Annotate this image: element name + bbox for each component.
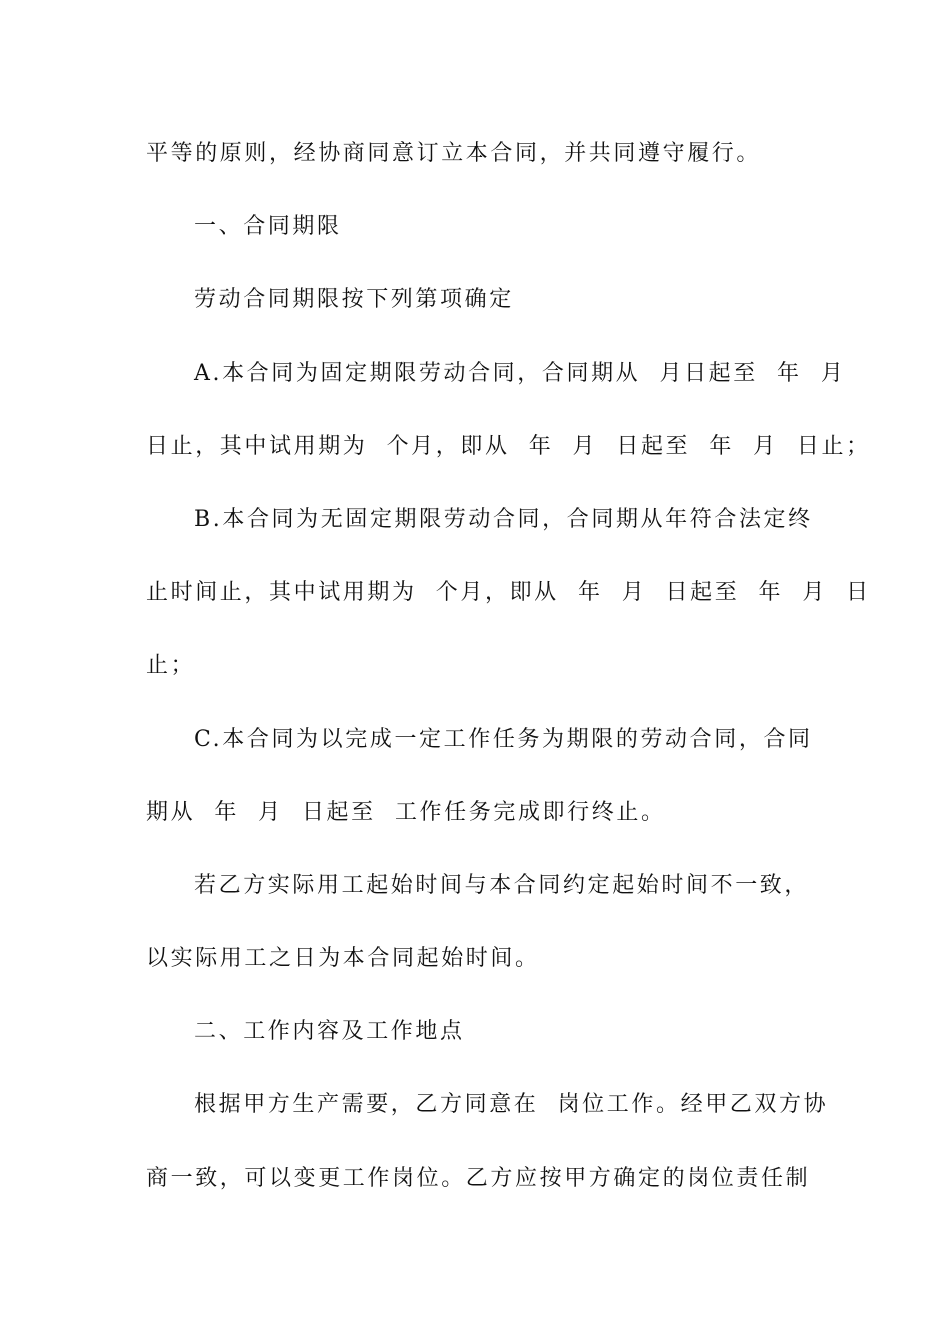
option-a-line: A.本合同为固定期限劳动合同，合同期从 月日起至 年 月 [194, 360, 846, 386]
paragraph-line: 以实际用工之日为本合同起始时间。 [146, 946, 540, 972]
paragraph-line: 平等的原则，经协商同意订立本合同，并共同遵守履行。 [146, 141, 762, 166]
option-b-continuation: 止； [146, 653, 196, 679]
paragraph-line: 商一致，可以变更工作岗位。乙方应按甲方确定的岗位责任制 [146, 1165, 811, 1191]
option-c-continuation: 期从 年 月 日起至 工作任务完成即行终止。 [146, 799, 666, 825]
option-c-line: C.本合同为以完成一定工作任务为期限的劳动合同，合同 [194, 726, 813, 752]
paragraph-line: 根据甲方生产需要，乙方同意在 岗位工作。经甲乙双方协 [194, 1092, 829, 1118]
section-heading-work: 二、工作内容及工作地点 [194, 1019, 465, 1045]
paragraph-line: 若乙方实际用工起始时间与本合同约定起始时间不一致， [194, 872, 810, 898]
paragraph-line: 劳动合同期限按下列第项确定 [194, 287, 514, 313]
option-a-continuation: 日止，其中试用期为 个月，即从 年 月 日起至 年 月 日止； [146, 433, 871, 459]
option-b-line: B.本合同为无固定期限劳动合同，合同期从年符合法定终 [194, 506, 813, 532]
document-body [146, 131, 871, 1229]
section-heading-term: 一、合同期限 [194, 214, 342, 240]
option-b-continuation: 止时间止，其中试用期为 个月，即从 年 月 日起至 年 月 日 [146, 580, 871, 606]
